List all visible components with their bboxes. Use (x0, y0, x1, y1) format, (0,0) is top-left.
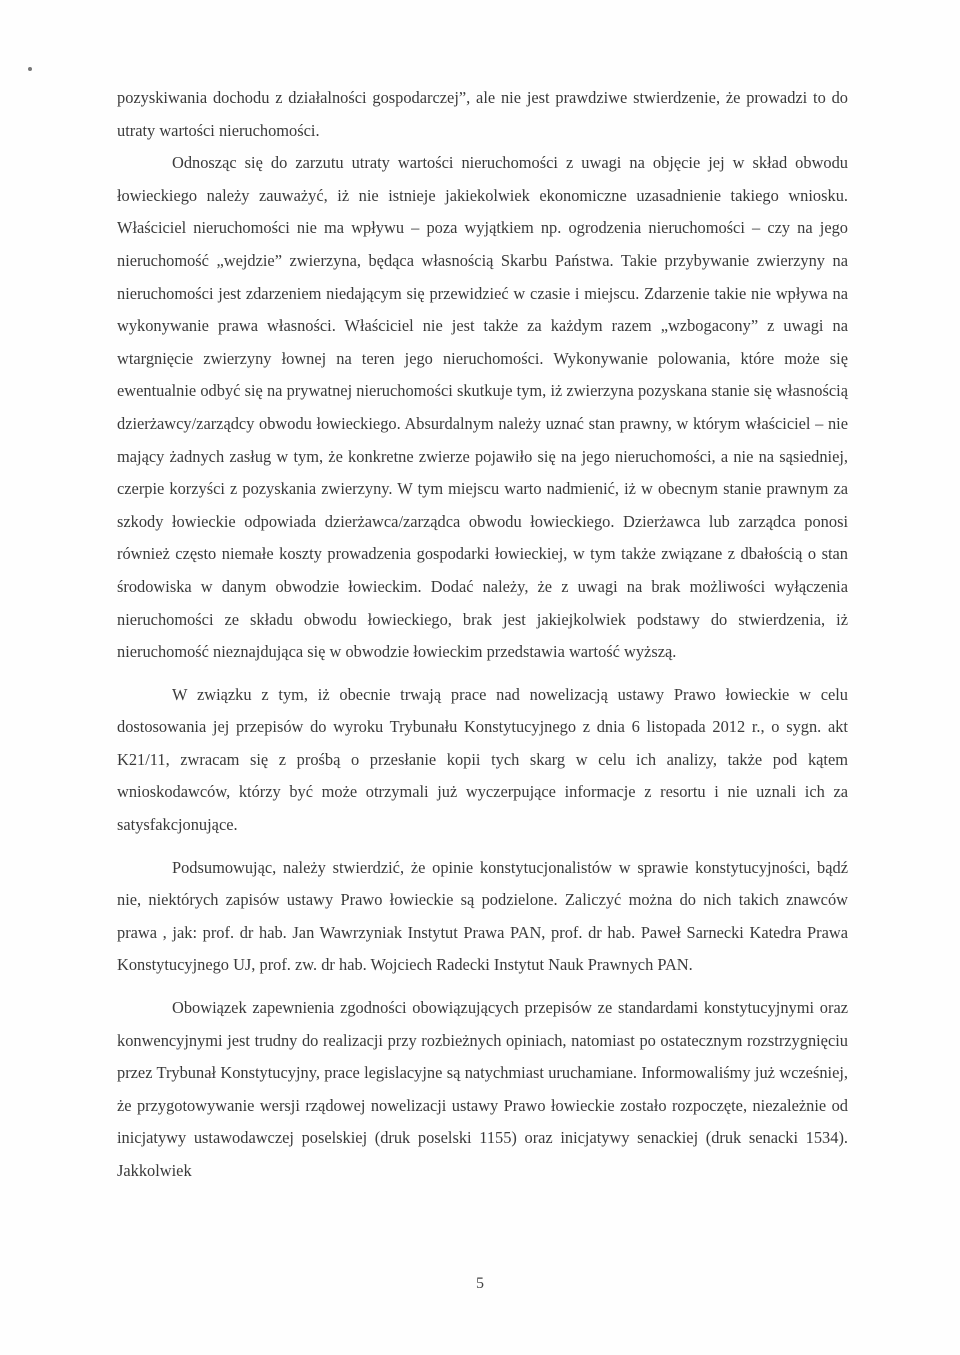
paragraph-continuation: pozyskiwania dochodu z działalności gospodarczej”, ale nie jest prawdziwe stwierdzenie, że prowadzi to do utraty wartości nieruchomości. (117, 88, 848, 140)
page-number: 5 (476, 1275, 484, 1292)
paragraph-amendment-request: W związku z tym, iż obecnie trwają prace nad nowelizacją ustawy Prawo łowieckie w celu dostosowania jej przepisów do wyroku Trybunału Konstytucyjnego z dnia 6 listopada 2012 r., o sygn. akt K21/11, zwracam się z prośbą o przesłanie kopii tych skarg w celu ich analizy, także pod kątem wnioskodawców, którzy być może otrzymali już wyczerpujące informacje z resortu i nie uznali ich za satysfakcjonujące. (117, 684, 848, 835)
paragraph-obligation: Obowiązek zapewnienia zgodności obowiązujących przepisów ze standardami konstytucyjnymi oraz konwencyjnymi jest trudny do realizacji przy rozbieżnych opiniach, natomiast po ostatecznym rozstrzygnięciu przez Trybunał Konstytucyjny, prace legislacyjne są natychmiast uruchamiane. Informowaliśmy już wcześniej, że przygotowywanie wersji rządowej nowelizacji ustawy Prawo łowieckie zostało rozpoczęte, niezależnie od inicjatywy ustawodawczej poselskiej (druk poselski 1155) oraz inicjatywy senackiej (druk senacki 1534). Jakkolwiek (117, 998, 848, 1180)
paragraph-summary: Podsumowując, należy stwierdzić, że opinie konstytucjonalistów w sprawie konstytucyjności, bądź nie, niektórych zapisów ustawy Prawo łowieckie są podzielone. Zaliczyć można do nich takich znawców prawa , jak: prof. dr hab. Jan Wawrzyniak Instytut Prawa PAN, prof. dr hab. Paweł Sarnecki Katedra Prawa Konstytucyjnego UJ, prof. zw. dr hab. Wojciech Radecki Instytut Nauk Prawnych PAN. (117, 857, 848, 975)
paragraph-property-value: Odnosząc się do zarzutu utraty wartości nieruchomości z uwagi na objęcie jej w skład obwodu łowieckiego należy zauważyć, iż nie istnieje jakiekolwiek ekonomiczne uzasadnienie takiego wniosku. Właściciel nieruchomości nie ma wpływu – poza wyjątkiem np. ogrodzenia nieruchomości – czy na jego nieruchomość „wejdzie” zwierzyna, będąca własnością Skarbu Państwa. Takie przybywanie zwierzyny na nieruchomości jest zdarzeniem niedającym się przewidzieć w czasie i miejscu. Zdarzenie takie nie wpływa na wykonywanie prawa własności. Właściciel nie jest także za każdym razem „wzbogacony” z uwagi na wtargnięcie zwierzyny łownej na teren jego nieruchomości. Wykonywanie polowania, które może się ewentualnie odbyć się na prywatnej nieruchomości skutkuje tym, iż zwierzyna pozyskana stanie się własnością dzierżawcy/zarządcy obwodu łowieckiego. Absurdalnym należy uznać stan prawny, w którym właściciel – nie mający żadnych zasług w tym, że konkretne zwierze pojawiło się na jego nieruchomości, a nie na sąsiedniej, czerpie korzyści z pozyskania zwierzyny. W tym miejscu warto nadmienić, iż w obecnym stanie prawnym za szkody łowieckie odpowiada dzierżawca/zarządca obwodu łowieckiego. Dzierżawca lub zarządca ponosi również często niemałe koszty prowadzenia gospodarki łowieckiej, w tym także związane z dbałością o stan środowiska w danym obwodzie łowieckim. Dodać należy, że z uwagi na brak możliwości wyłączenia nieruchomości ze składu obwodu łowieckiego, brak jest jakiejkolwiek podstawy do stwierdzenia, iż nieruchomość nieznajdująca się w obwodzie łowieckim przedstawia wartość wyższą. (117, 153, 848, 662)
document-body (117, 82, 848, 1188)
scan-speck (28, 67, 32, 71)
